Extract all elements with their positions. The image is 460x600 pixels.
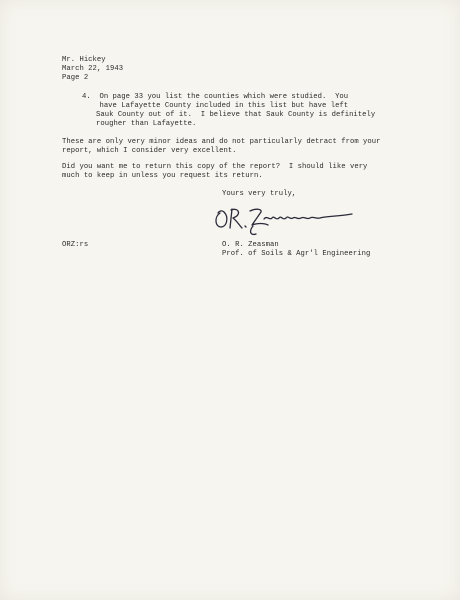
signer-name: O. R. Zeasman bbox=[222, 241, 279, 249]
paragraph3-line-1: Did you want me to return this copy of the report? I should like very bbox=[62, 163, 368, 171]
item4-line-2: have Lafayette County included in this list but have left bbox=[82, 102, 349, 110]
paragraph3-line-2: much to keep in unless you request its return. bbox=[62, 172, 263, 180]
paragraph2-line-1: These are only very minor ideas and do not particularly detract from your bbox=[62, 138, 381, 146]
item4-line-1: 4. On page 33 you list the counties which were studied. You bbox=[82, 93, 349, 101]
typist-initials: ORZ:rs bbox=[62, 241, 89, 249]
closing-line: Yours very truly, bbox=[222, 190, 297, 198]
item4-line-3: Sauk County out of it. I believe that Sauk County is definitely bbox=[96, 111, 376, 119]
date-line: March 22, 1943 bbox=[62, 65, 124, 73]
signer-title: Prof. of Soils & Agr'l Engineering bbox=[222, 250, 371, 258]
item4-line-4: rougher than Lafayette. bbox=[96, 120, 197, 128]
recipient-line: Mr. Hickey bbox=[62, 56, 106, 64]
page-number-line: Page 2 bbox=[62, 74, 89, 82]
handwritten-signature bbox=[212, 197, 372, 239]
paragraph2-line-2: report, which I consider very excellent. bbox=[62, 147, 237, 155]
